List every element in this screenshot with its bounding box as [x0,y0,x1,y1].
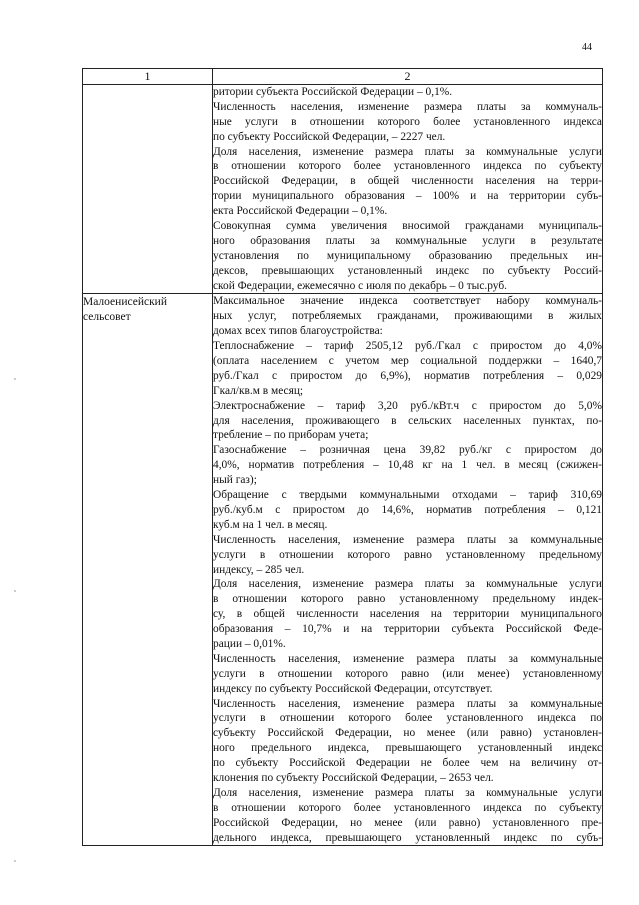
text-line: ного предельного индекса, превышающего установленный индекс [213,742,602,755]
text-line: услуги в отношении которого равно установленному предельному [213,548,602,561]
column-header-1: 1 [83,69,213,85]
settlement-name-line: Малоенисейский [83,296,167,309]
text-line: руб./Гкал с приростом до 6,9%), норматив потребления – 0,029 [213,369,602,382]
text-line: Газоснабжение – розничная цена 39,82 руб./кг с приростом до [213,444,602,457]
text-line: установления по муниципальному образованию предельных ин- [213,249,602,262]
text-line: в отношении которого равно установленному предельному индек- [213,593,602,606]
document-table [82,68,603,846]
text-line: Российской Федерации, в общей численности населения на терри- [213,175,602,188]
text-line: требление – по приборам учета; [213,429,369,442]
text-line: Теплоснабжение – тариф 2505,12 руб./Гкал с приростом до 4,0% [213,340,602,353]
text-line: Электроснабжение – тариф 3,20 руб./кВт.ч с приростом до 5,0% [213,399,602,412]
text-line: в отношении которого более установленного индекса по субъекту [213,801,602,814]
text-line: ской Федерации, ежемесячно с июля по декабрь – 0 тыс.руб. [213,279,507,292]
text-line: Доля населения, изменение размера платы за коммунальные услуги [213,578,602,591]
text-line: Совокупная сумма увеличения вносимой гражданами муниципаль- [213,220,602,233]
page-number: 44 [582,42,592,53]
text-line: 4,0%, норматив потребления – 10,48 кг на 1 чел. в месяц (сжижен- [213,459,602,472]
text-line: Доля населения, изменение размера платы за коммунальные услуги [213,786,602,799]
text-line: клонения по субъекту Российской Федерации, – 2653 чел. [213,771,494,784]
text-line: домах всех типов благоустройства: [213,325,383,338]
settlement-name-line: сельсовет [83,311,131,324]
text-line: руб./куб.м с приростом до 14,6%, норматив потребления – 0,121 [213,503,602,516]
text-line: по субъекту Российской Федерации, – 2227 чел. [213,130,446,143]
text-line: ный газ); [213,474,257,487]
text-line: в отношении которого более установленного индекса по субъекту [213,160,602,173]
scan-artifact [14,590,16,592]
text-line: для населения, проживающего в сельских населенных пунктах, по- [213,414,602,427]
text-line: ные услуги в отношении которого более установленного индекса [213,115,602,128]
description-cell [213,294,603,846]
text-line: Численность населения, изменение размера платы за коммунальные [213,652,602,665]
scan-artifact [14,860,16,862]
text-line: ритории субъекта Российской Федерации – 0,1%. [213,86,453,98]
text-line: ных услуг, потребляемых гражданами, проживающими в жилых [213,310,602,323]
text-line: Гкал/кв.м в месяц; [213,384,304,397]
text-line: дельного индекса, превышающего установленный индекс по субъ- [213,831,602,844]
text-line: екта Российской Федерации – 0,1%. [213,205,388,218]
text-line: Максимальное значение индекса соответствует набору коммуналь- [213,295,602,308]
settlement-name-cell [83,85,213,294]
text-line: индексу по субъекту Российской Федерации, отсутствует. [213,682,493,695]
text-line: Численность населения, изменение размера платы за коммуналь- [213,100,602,113]
table-row [83,85,603,294]
settlement-name-line [83,85,212,100]
text-line: субъекту Российской Федерации, но менее (или равно) установлен- [213,727,602,740]
settlement-name-cell [83,294,213,846]
text-line: тории муниципального образования – 100% и на территории субъ- [213,190,602,203]
text-line: рации – 0,01%. [213,637,286,650]
description-cell [213,85,603,294]
text-line: услуги в отношении которого более установленного индекса по [213,712,602,725]
scan-artifact [14,378,16,380]
text-line: куб.м на 1 чел. в месяц. [213,518,328,531]
settlement-name-line [83,100,212,115]
column-header-2: 2 [213,69,603,85]
text-line: (оплата населением с учетом мер социальной поддержки – 1640,7 [213,355,602,368]
text-line: услуги в отношении которого равно (или менее) установленному [213,667,602,680]
text-line: су, в общей численности населения на территории муниципального [213,608,602,621]
text-line: ного образования платы за коммунальные услуги в результате [213,234,602,247]
text-line: Численность населения, изменение размера платы за коммунальные [213,533,602,546]
text-line: индексу, – 285 чел. [213,563,305,576]
table-row [83,294,603,846]
text-line: по субъекту Российской Федерации не более чем на величину от- [213,757,602,770]
table-header-row [83,69,603,85]
text-line: Обращение с твердыми коммунальными отходами – тариф 310,69 [213,489,602,502]
text-line: Доля населения, изменение размера платы за коммунальные услуги [213,145,602,158]
text-line: Российской Федерации, но менее (или равно) установленного пре- [213,816,602,829]
text-line: дексов, превышающих установленный индекс по субъекту Россий- [213,264,602,277]
text-line: Численность населения, изменение размера платы за коммунальные [213,697,602,710]
text-line: образования – 10,7% и на территории субъекта Российской Феде- [213,623,602,636]
